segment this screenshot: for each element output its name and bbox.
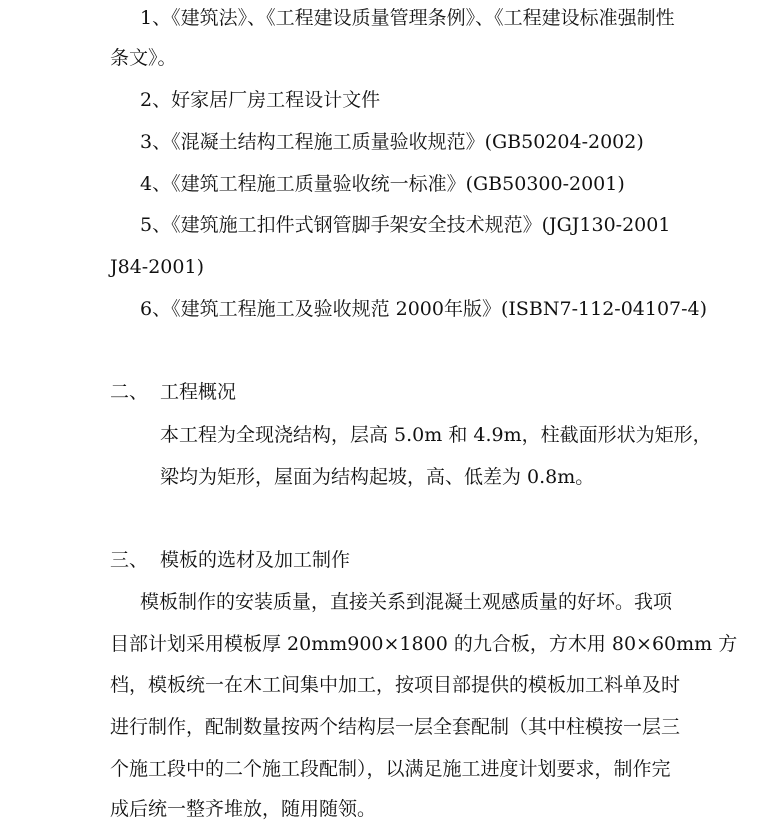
section-3-paragraph-line-3: 档，模板统一在木工间集中加工，按项目部提供的模板加工料单及时 (110, 674, 681, 696)
section-3-paragraph-line-1: 模板制作的安装质量，直接关系到混凝土观感质量的好坏。我项 (140, 591, 673, 613)
reference-item-3: 3、《混凝土结构工程施工质量验收规范》(GB50204-2002) (140, 131, 644, 153)
reference-item-6: 6、《建筑工程施工及验收规范 2000年版》(ISBN7-112-04107-4) (140, 298, 708, 320)
section-2-paragraph-line-1: 本工程为全现浇结构，层高 5.0m 和 4.9m，柱截面形状为矩形， (160, 424, 712, 446)
section-3-paragraph-line-5: 个施工段中的二个施工段配制），以满足施工进度计划要求，制作完 (110, 758, 671, 780)
reference-item-5-line-2: J84-2001) (110, 256, 204, 278)
reference-item-5-line-1: 5、《建筑施工扣件式钢管脚手架安全技术规范》(JGJ130-2001 (140, 214, 671, 236)
section-2-heading: 工程概况 (160, 381, 237, 403)
section-2-number: 二、 (110, 381, 149, 403)
reference-item-1-line-1: 1、《建筑法》、《工程建设质量管理条例》、《工程建设标准强制性 (140, 7, 675, 29)
section-3-paragraph-line-6: 成后统一整齐堆放，随用随领。 (110, 798, 377, 820)
section-3-paragraph-line-4: 进行制作，配制数量按两个结构层一层全套配制（其中柱模按一层三 (110, 716, 681, 738)
reference-item-1-line-2: 条文》。 (110, 47, 177, 69)
reference-item-4: 4、《建筑工程施工质量验收统一标准》(GB50300-2001) (140, 173, 625, 195)
section-3-paragraph-line-2: 目部计划采用模板厚 20mm900×1800 的九合板，方木用 80×60mm 方 (110, 633, 738, 655)
reference-item-2: 2、好家居厂房工程设计文件 (140, 89, 381, 111)
section-3-number: 三、 (110, 549, 149, 571)
section-3-heading: 模板的选材及加工制作 (160, 549, 351, 571)
section-2-paragraph-line-2: 梁均为矩形，屋面为结构起坡，高、低差为 0.8m。 (160, 466, 595, 488)
